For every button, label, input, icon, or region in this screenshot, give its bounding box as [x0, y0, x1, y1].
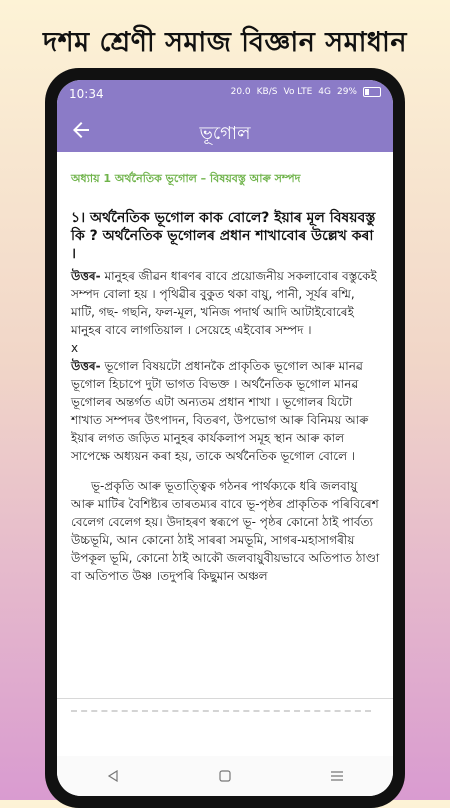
answer-paragraph-2 [71, 357, 381, 465]
content-area[interactable] [57, 152, 393, 692]
nav-menu-button[interactable] [317, 756, 357, 796]
answer-text-1: মানুহৰ জীৱন ধাৰণৰ বাবে প্ৰয়োজনীয় সকলাবোৰ বস্তুকেই সম্পদ বোলা হয় । পৃথিৱীৰ বুকুত থকা বায়ু, পানী, সূৰ্যৰ ৰশ্মি, মাটি, গছ- গছনি, ফল-মূল, খনিজ পদাৰ্থ আদি আটাইবোৰেই মানুহৰ বাবে লাগতিয়াল । সেয়েহে এইবোৰ সম্পদ । [71, 269, 377, 337]
battery-percent: 29% [336, 87, 357, 97]
page-title: ভূগোল [199, 123, 251, 144]
volte-icon: Vo LTE [283, 87, 313, 97]
content-divider [57, 698, 393, 699]
phone-screen [57, 80, 393, 796]
net-speed: 20.0 [230, 87, 251, 97]
nav-back-icon [107, 770, 119, 782]
status-time: 10:34 [69, 87, 104, 101]
status-bar [57, 80, 393, 108]
nav-home-button[interactable] [205, 756, 245, 796]
net-unit: KB/S [256, 87, 278, 97]
nav-home-icon [219, 770, 231, 782]
navigation-bar [57, 756, 393, 796]
battery-icon [363, 87, 381, 97]
faded-text-line [71, 710, 371, 722]
app-bar [57, 108, 393, 152]
answer-label-2: উত্তৰ- [71, 359, 101, 373]
nav-back-button[interactable] [93, 756, 133, 796]
chapter-heading: অধ্যায় 1 অর্থনৈতিক ভূগোল – বিষয়বস্তু আৰু সম্পদ [71, 172, 301, 185]
answer-label: উত্তৰ- [71, 269, 101, 283]
question-text: ১। অৰ্থনৈতিক ভূগোল কাক বোলে? ইয়াৰ মূল বিষয়বস্তু কি ? অৰ্থনৈতিক ভূগোলৰ প্ৰধান শাখাবোৰ উল্লেখ কৰা । [71, 210, 376, 262]
answer-paragraph-1 [71, 267, 381, 339]
answer-paragraph-3: ভূ-প্ৰকৃতি আৰু ভূতাত্ত্বিক গঠনৰ পাৰ্থক্যকে ধৰি জলবায়ু আৰু মাটিৰ বৈশিষ্ট্যৰ তাৰতম্যৰ বাবে ভূ-পৃষ্ঠৰ প্ৰাকৃতিক পৰিবিৰেশ বেলেগ বেলেগ হয়। উদাহৰণ স্বৰূপে ভূ- পৃষ্ঠৰ কোনো ঠাই পাৰ্বত্য উচ্চভূমি, আন কোনো ঠাই সাৰৰা সমভূমি, সাগৰ-মহাসাগৰীয় উপকূল ভূমি, কোনো ঠাই আকৌ জলবায়ুবীয়ভাবে অতিপাত ঠাণ্ডা বা অতিপাত উষ্ণ ।তদুপৰি কিছুমান অঞ্চল [71, 479, 380, 583]
signal-icon: 4G [318, 87, 331, 97]
phone-frame [45, 68, 405, 808]
x-mark: x [71, 341, 79, 355]
answer-text-2: ভূগোল বিষয়টো প্ৰধানকৈ প্ৰাকৃতিক ভূগোল আৰু মানৱ ভূগোল হিচাপে দুটা ভাগত বিভক্ত । অৰ্থনৈতিক ভূগোল মানৱ ভূগোলৰ অন্তৰ্গত এটা অন্যতম প্ৰধান শাখা । ভূগোলৰ যিটো শাখাত সম্পদৰ উৎপাদন, বিতৰণ, উপভোগ আৰু বিনিময় আৰু ইয়াৰ লগত জড়িত মানুহৰ কাৰ্যকলাপ সমূহ স্থান আৰু কাল সাপেক্ষে অধ্যয়ন কৰা হয়, তাকে অৰ্থনৈতিক ভূগোল বোলে । [71, 359, 369, 463]
promo-title: দশম শ্ৰেণী সমাজ বিজ্ঞান সমাধান [43, 27, 407, 58]
nav-menu-icon [330, 770, 344, 782]
